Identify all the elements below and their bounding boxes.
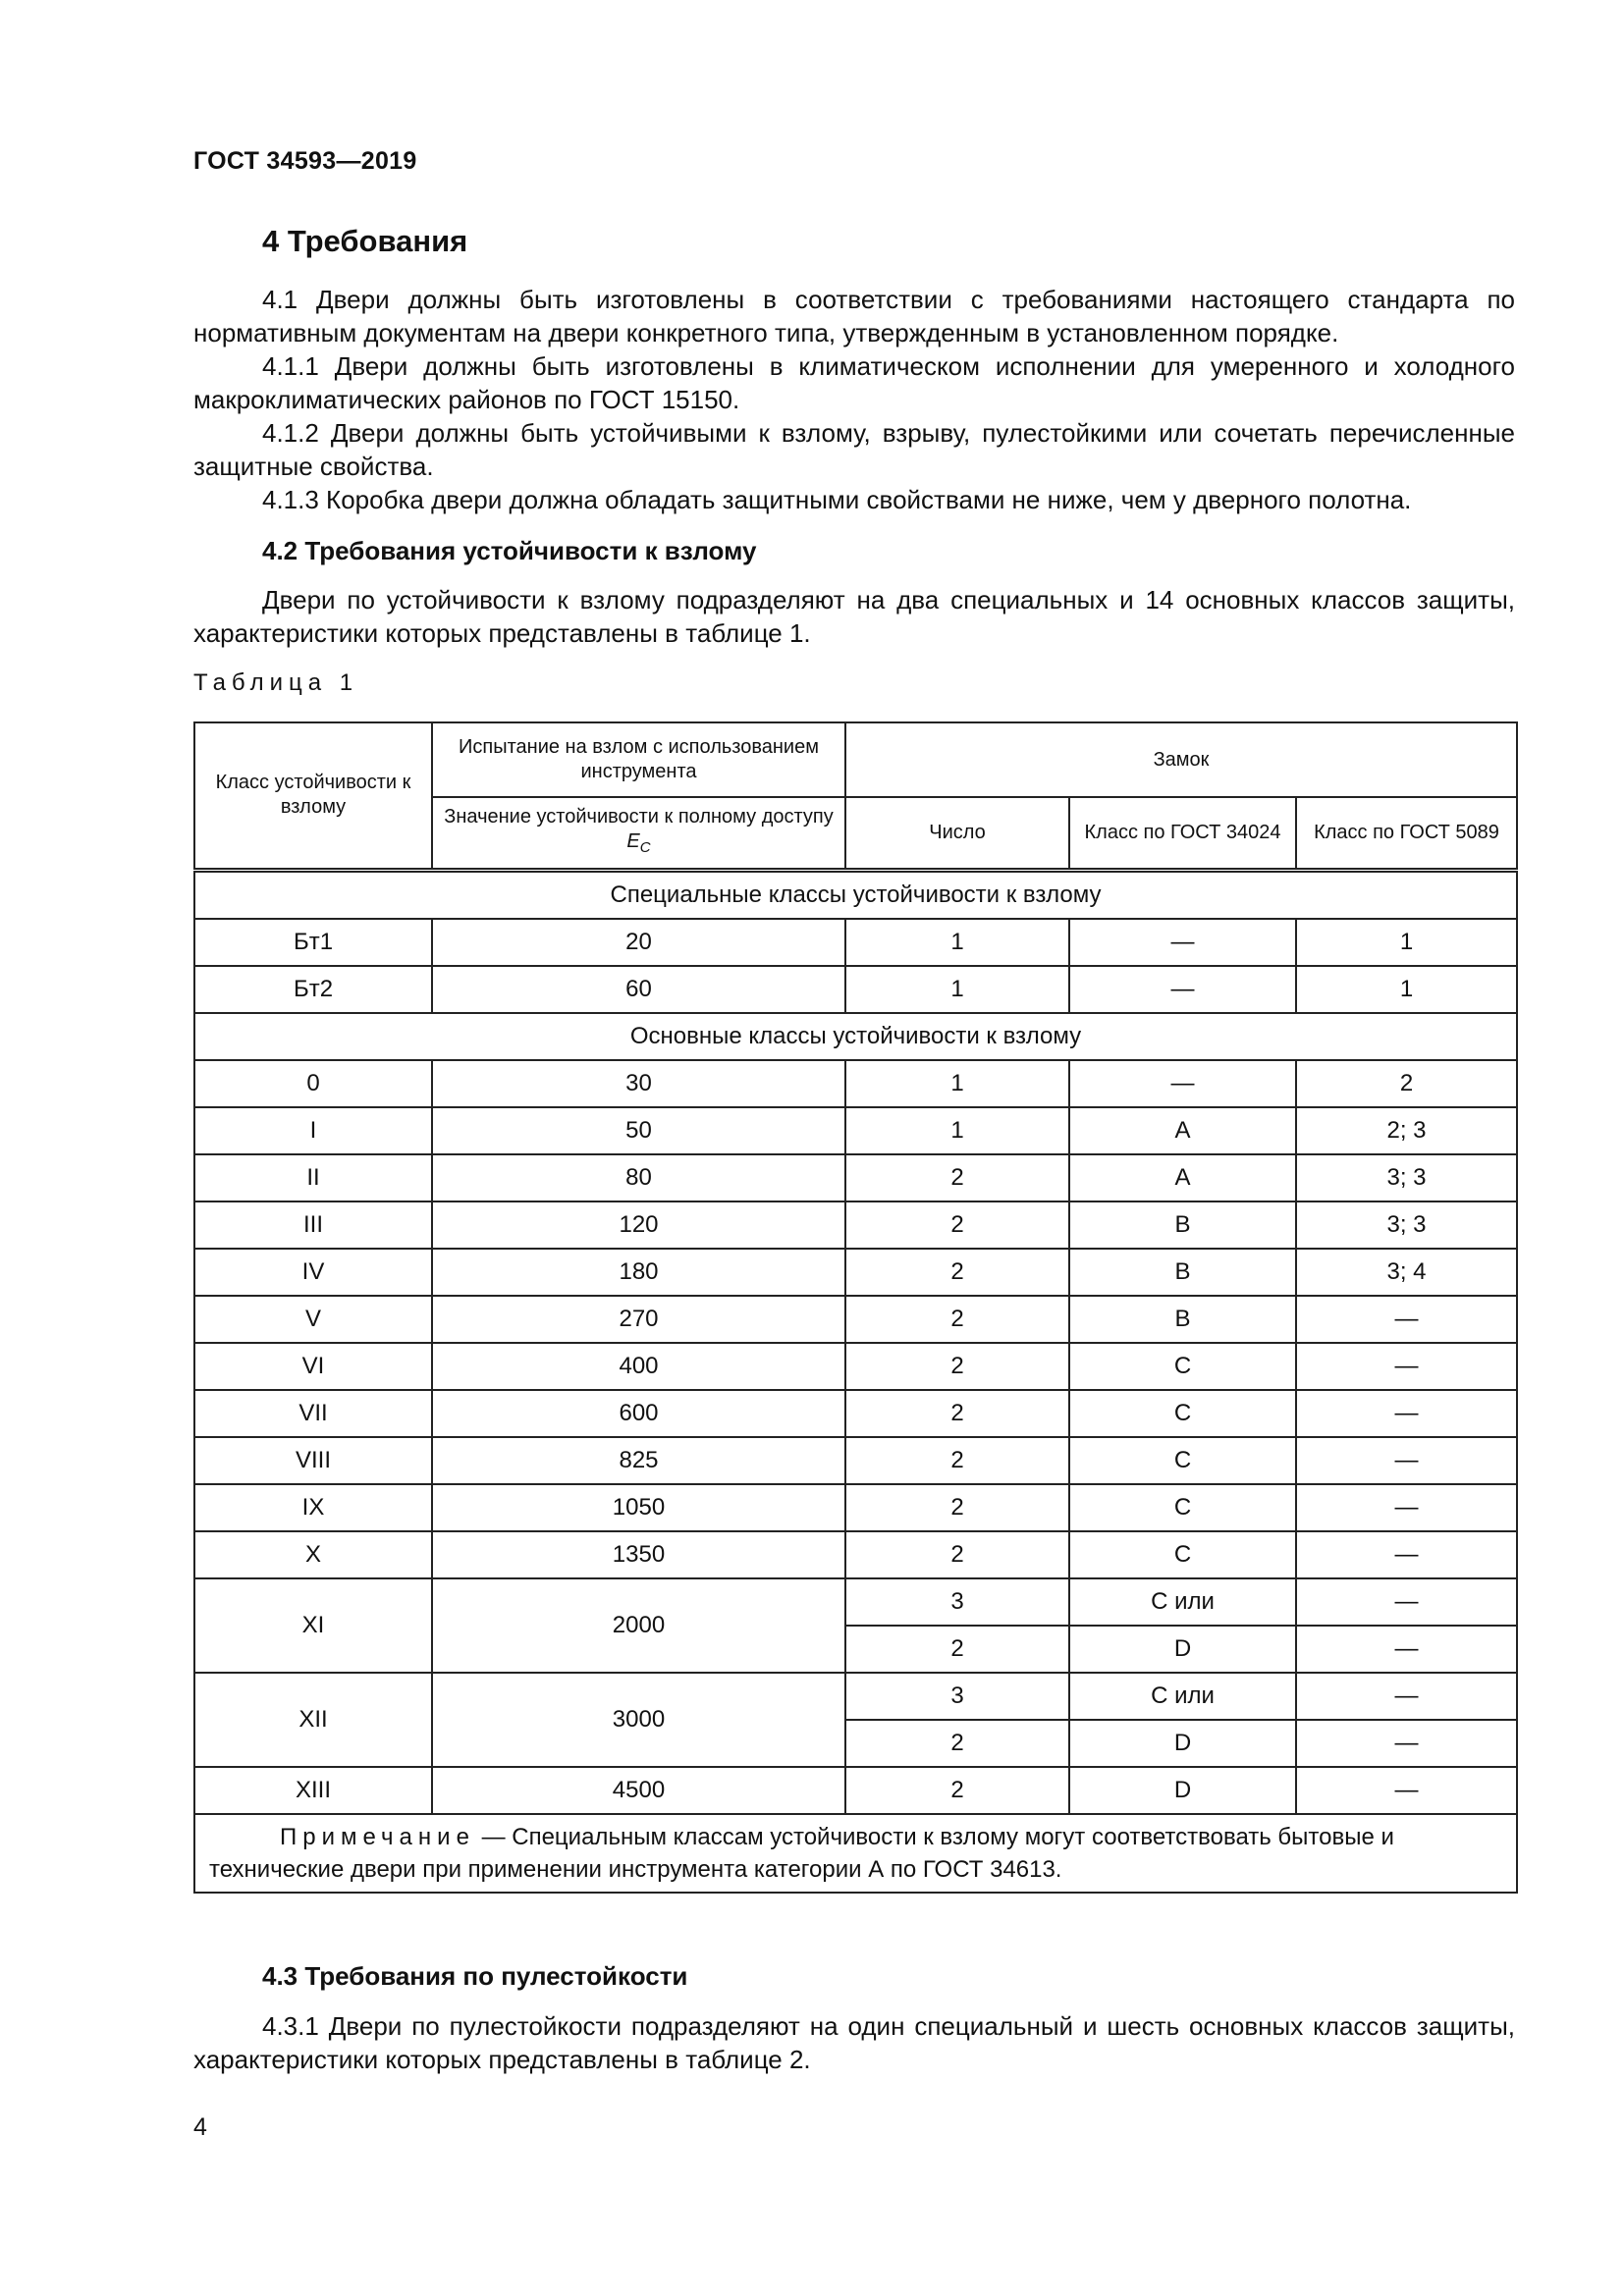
table-row: VI 400 2 C — — [194, 1343, 1517, 1390]
note-text: — Специальным классам устойчивости к взлому могут соответствовать бытовые и технические двери при применении инструмента категории А по ГОСТ 34613. — [209, 1823, 1394, 1883]
header-gost34024: Класс по ГОСТ 34024 — [1069, 797, 1296, 870]
section-title: 4 Требования — [262, 224, 468, 258]
paragraph-4-3-1: 4.3.1 Двери по пулестойкости подразделяют на один специальный и шесть основных классов защиты, характеристики которых представлены в таблице 2. — [193, 2011, 1515, 2074]
header-lock: Замок — [845, 722, 1517, 797]
table-row: 2 D — — [194, 1720, 1517, 1767]
table-row: III 120 2 B 3; 3 — [194, 1201, 1517, 1249]
table-row: VIII 825 2 C — — [194, 1437, 1517, 1484]
table-row: Бт2 60 1 — 1 — [194, 966, 1517, 1013]
table-row: 2 D — — [194, 1626, 1517, 1673]
paragraph-4-1-3: 4.1.3 Коробка двери должна обладать защитными свойствами не ниже, чем у дверного полотна. — [262, 485, 1412, 514]
header-value: Значение устойчивости к полному доступу $E_C$ — [432, 797, 845, 870]
table-row: Бт1 20 1 — 1 — [194, 919, 1517, 966]
table-row: VII 600 2 C — — [194, 1390, 1517, 1437]
table-row: II 80 2 A 3; 3 — [194, 1154, 1517, 1201]
paragraph-4-1-2: 4.1.2 Двери должны быть устойчивыми к взлому, взрыву, пулестойкими или сочетать перечисленные защитные свойства. — [193, 418, 1515, 481]
ec-symbol: $E_C$ — [626, 830, 651, 857]
special-classes-title: Специальные классы устойчивости к взлому — [194, 870, 1517, 919]
basic-classes-title: Основные классы устойчивости к взлому — [194, 1013, 1517, 1060]
table-caption: Таблица 1 — [193, 669, 359, 696]
table-row: IV 180 2 B 3; 4 — [194, 1249, 1517, 1296]
note-label: Примечание — [280, 1823, 475, 1850]
header-test: Испытание на взлом с использованием инструмента — [432, 722, 845, 797]
table-row: XIII 4500 2 D — — [194, 1767, 1517, 1814]
header-number: Число — [845, 797, 1069, 870]
table-note — [194, 1814, 1517, 1893]
paragraph-4-1-1: 4.1.1 Двери должны быть изготовлены в климатическом исполнении для умеренного и холодного макроклиматических районов по ГОСТ 15150. — [193, 351, 1515, 414]
table-row: X 1350 2 C — — [194, 1531, 1517, 1578]
document-code: ГОСТ 34593—2019 — [193, 147, 417, 175]
paragraph-4-2: Двери по устойчивости к взлому подразделяют на два специальных и 14 основных классов защиты, характеристики которых представлены в таблице 1. — [193, 585, 1515, 648]
table-row: V 270 2 B — — [194, 1296, 1517, 1343]
header-class: Класс устойчивости к взлому — [194, 722, 432, 870]
table-row: XII 3000 3 C или — — [194, 1673, 1517, 1720]
header-gost5089: Класс по ГОСТ 5089 — [1296, 797, 1517, 870]
table-row: IX 1050 2 C — — [194, 1484, 1517, 1531]
page-number: 4 — [193, 2113, 207, 2141]
subsection-heading-4-2: 4.2 Требования устойчивости к взлому — [262, 536, 757, 565]
table-row: I 50 1 A 2; 3 — [194, 1107, 1517, 1154]
paragraph-4-1: 4.1 Двери должны быть изготовлены в соответствии с требованиями настоящего стандарта по нормативным документам на двери конкретного типа, утвержденным в установленном порядке. — [193, 285, 1515, 347]
resistance-table — [193, 721, 1518, 1894]
table-row: XI 2000 3 C или — — [194, 1578, 1517, 1626]
subsection-heading-4-3: 4.3 Требования по пулестойкости — [262, 1961, 688, 1991]
table-row: 0 30 1 — 2 — [194, 1060, 1517, 1107]
